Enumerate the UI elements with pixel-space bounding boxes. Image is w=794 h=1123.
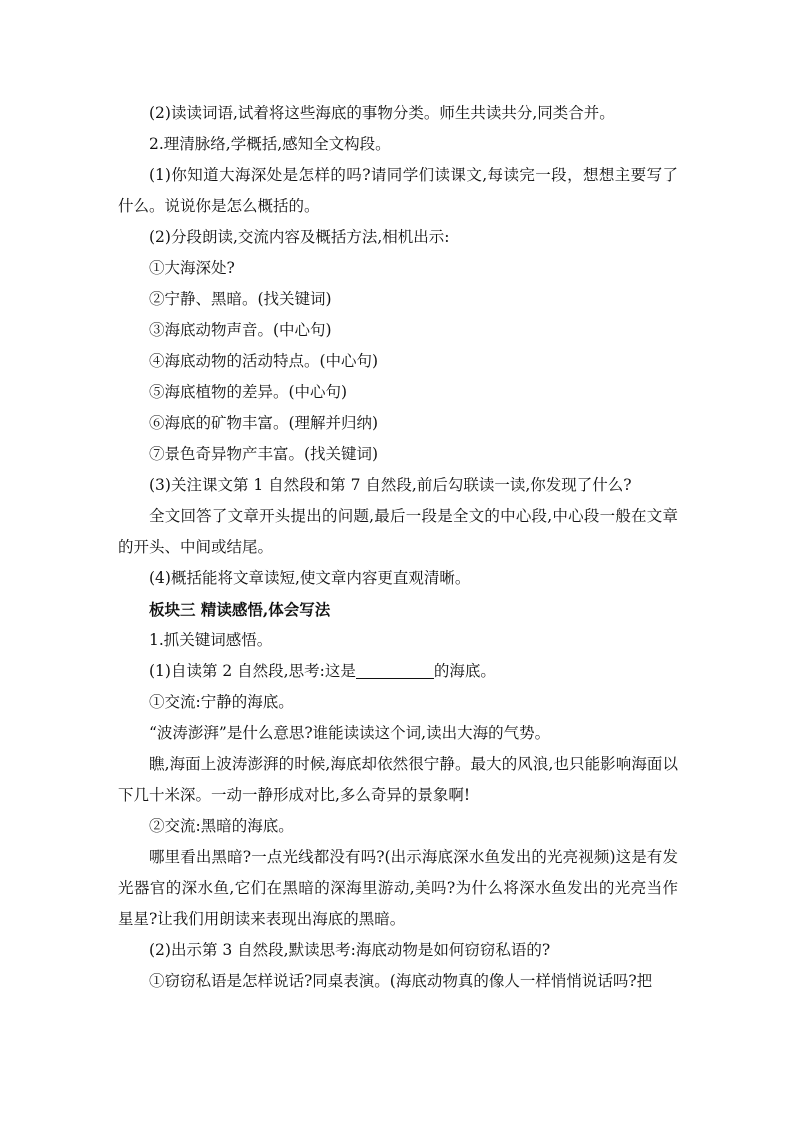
paragraph: (2)分段朗读,交流内容及概括方法,相机出示: [149,228,450,246]
answer-blank [356,660,434,679]
paragraph: ②交流:黑暗的海底。 [149,817,294,835]
paragraph: (2)出示第 3 自然段,默读思考:海底动物是如何窃窃私语的? [149,941,551,959]
document-body [118,98,678,997]
paragraph: (3)关注课文第 1 自然段和第 7 自然段,前后勾联读一读,你发现了什么? [149,476,632,494]
paragraph: ①窃窃私语是怎样说话?同桌表演。(海底动物真的像人一样悄悄说话吗?把 [149,972,653,990]
list-item: ④海底动物的活动特点。(中心句) [149,352,379,370]
paragraph: “波涛澎湃”是什么意思?谁能读读这个词,读出大海的气势。 [149,724,551,742]
paragraph: 瞧,海面上波涛澎湃的时候,海底却依然很宁静。最大的风浪,也只能影响海面以下几十米深。一动一静形成对比,多么奇异的景象啊! [118,755,678,804]
blank-prefix: (1)自读第 2 自然段,思考:这是 [149,662,356,680]
paragraph: 1.抓关键词感悟。 [149,631,273,649]
paragraph: (1)你知道大海深处是怎样的吗?请同学们读课文,每读完一段，想想主要写了什么。说说你是怎么概括的。 [118,166,678,215]
paragraph: ①交流:宁静的海底。 [149,693,294,711]
blank-suffix: 的海底。 [433,662,496,680]
paragraph: 全文回答了文章开头提出的问题,最后一段是全文的中心段,中心段一般在文章的开头、中间或结尾。 [118,507,678,556]
list-item: ⑥海底的矿物丰富。(理解并归纳) [149,414,379,432]
list-item: ⑤海底植物的差异。(中心句) [149,383,348,401]
paragraph: (2)读读词语,试着将这些海底的事物分类。师生共读共分,同类合并。 [149,104,615,122]
section-heading: 板块三 精读感悟,体会写法 [149,600,331,619]
list-item: ②宁静、黑暗。(找关键词) [149,290,332,308]
list-item: ⑦景色奇异物产丰富。(找关键词) [149,445,379,463]
paragraph: 哪里看出黑暗?一点光线都没有吗?(出示海底深水鱼发出的光亮视频)这是有发光器官的深水鱼,它们在黑暗的深海里游动,美吗?为什么将深水鱼发出的光亮当作星星?让我们用朗读来表现出海底的黑暗。 [118,848,678,928]
paragraph: 2.理清脉络,学概括,感知全文构段。 [149,135,391,153]
paragraph: (4)概括能将文章读短,使文章内容更直观清晰。 [149,569,471,587]
list-item: ①大海深处? [149,259,235,277]
fill-in-blank-paragraph [118,656,678,687]
list-item: ③海底动物声音。(中心句) [149,321,332,339]
